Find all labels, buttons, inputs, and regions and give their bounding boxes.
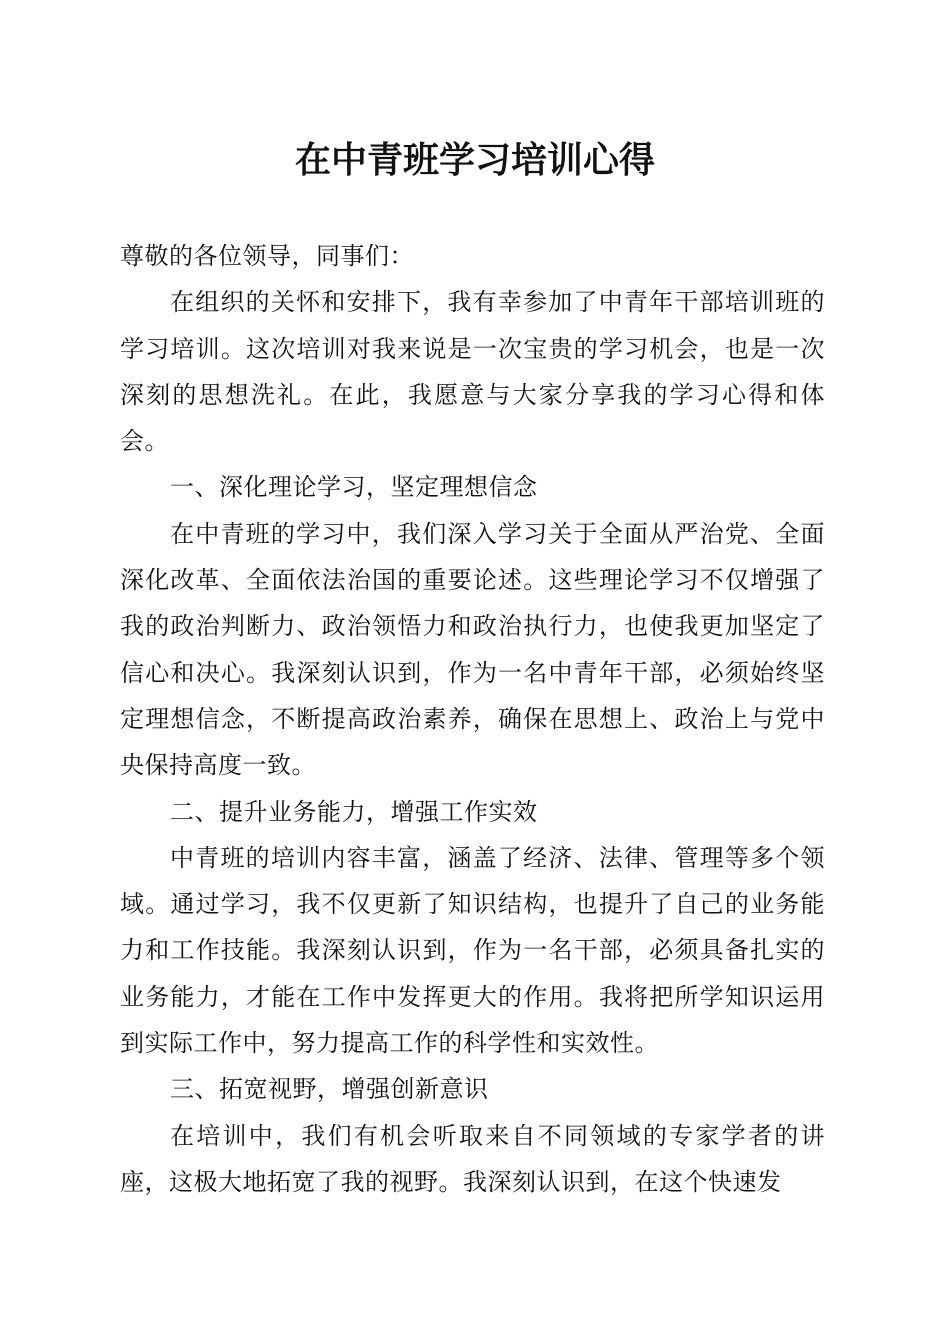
paragraph-intro: 在组织的关怀和安排下，我有幸参加了中青年干部培训班的学习培训。这次培训对我来说是一次宝贵的学习机会，也是一次深刻的思想洗礼。在此，我愿意与大家分享我的学习心得和体会。 (120, 288, 825, 456)
section-heading-2: 二、提升业务能力，增强工作实效 (170, 797, 538, 826)
salutation: 尊敬的各位领导，同事们： (120, 242, 414, 270)
section-heading-1: 一、深化理论学习，坚定理想信念 (170, 473, 538, 502)
document-body (120, 233, 825, 1205)
paragraph-section-1: 在中青班的学习中，我们深入学习关于全面从严治党、全面深化改革、全面依法治国的重要论述。这些理论学习不仅增强了我的政治判断力、政治领悟力和政治执行力，也使我更加坚定了信心和决心。我深刻认识到，作为一名中青年干部，必须始终坚定理想信念，不断提高政治素养，确保在思想上、政治上与党中央保持高度一致。 (120, 519, 825, 780)
section-heading-3: 三、拓宽视野，增强创新意识 (170, 1075, 489, 1104)
paragraph-section-2: 中青班的培训内容丰富，涵盖了经济、法律、管理等多个领域。通过学习，我不仅更新了知识结构，也提升了自己的业务能力和工作技能。我深刻认识到，作为一名干部，必须具备扎实的业务能力，才能在工作中发挥更大的作用。我将把所学知识运用到实际工作中，努力提高工作的科学性和实效性。 (120, 843, 825, 1058)
document-title: 在中青班学习培训心得 (294, 139, 655, 181)
paragraph-section-3: 在培训中，我们有机会听取来自不同领域的专家学者的讲座，这极大地拓宽了我的视野。我深刻认识到，在这个快速发 (120, 1121, 825, 1196)
